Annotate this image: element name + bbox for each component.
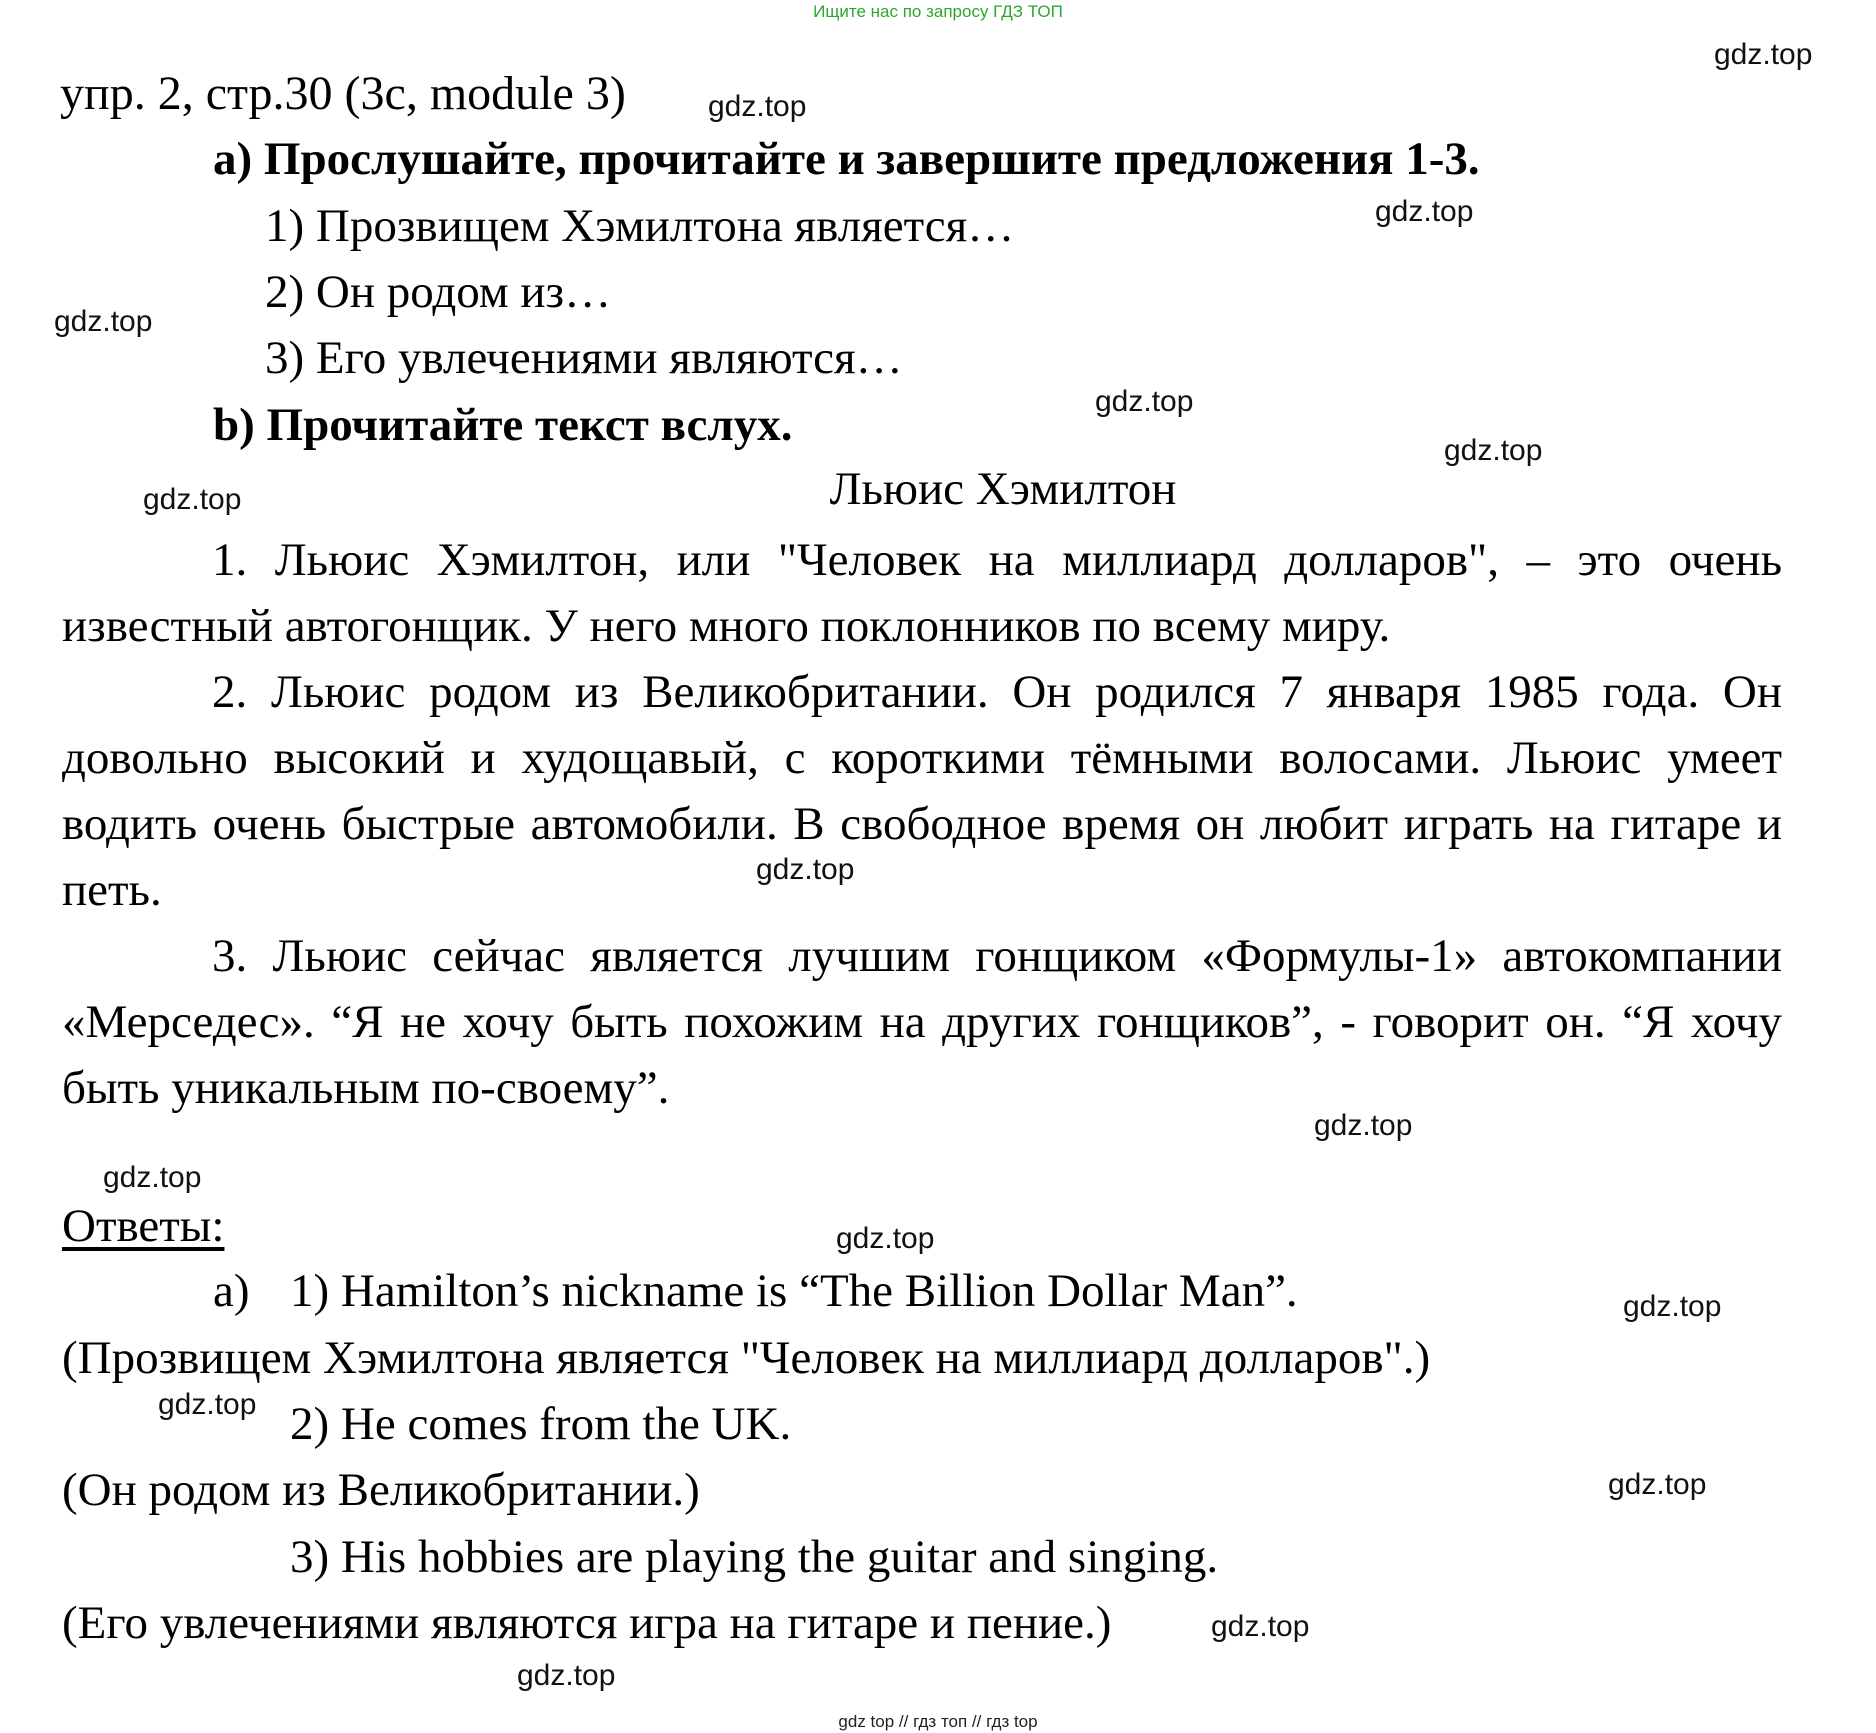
- task-b-instruction: b) Прочитайте текст вслух.: [213, 399, 793, 451]
- watermark: gdz.top: [517, 1659, 616, 1692]
- watermark: gdz.top: [1095, 385, 1194, 418]
- task-a-instruction: a) Прослушайте, прочитайте и завершите предложения 1-3.: [213, 133, 1480, 185]
- top-banner: Ищите нас по запросу ГДЗ ТОП: [813, 2, 1063, 21]
- answer-1-en: 1) Hamilton’s nickname is “The Billion Dollar Man”.: [290, 1265, 1298, 1317]
- watermark: gdz.top: [158, 1388, 257, 1421]
- answer-2-ru: (Он родом из Великобритании.): [62, 1464, 700, 1516]
- question-1: 1) Прозвищем Хэмилтона является…: [265, 200, 1015, 252]
- watermark: gdz.top: [1608, 1468, 1707, 1501]
- watermark: gdz.top: [836, 1222, 935, 1255]
- question-2: 2) Он родом из…: [265, 266, 612, 318]
- article-paragraph-3: 3. Льюис сейчас является лучшим гонщиком «Формулы-1» автокомпании «Мерседес». “Я не хочу быть похожим на других гонщиков”, - говорит он. “Я хочу быть уникальным по-своему”.: [62, 930, 1782, 1114]
- answer-a-marker: a): [213, 1265, 250, 1317]
- answer-3-ru: (Его увлечениями являются игра на гитаре и пение.): [62, 1597, 1112, 1649]
- answer-1-ru: (Прозвищем Хэмилтона является "Человек на миллиард долларов".): [62, 1332, 1431, 1384]
- question-3: 3) Его увлечениями являются…: [265, 332, 903, 384]
- exercise-header: упр. 2, стр.30 (3c, module 3): [60, 67, 626, 120]
- watermark: gdz.top: [708, 90, 807, 123]
- watermark: gdz.top: [1375, 195, 1474, 228]
- watermark: gdz.top: [1714, 38, 1813, 71]
- article-paragraph-2: 2. Льюис родом из Великобритании. Он родился 7 января 1985 года. Он довольно высокий и худощавый, с короткими тёмными волосами. Льюис умеет водить очень быстрые автомобили. В свободное время он любит играть на гитаре и петь.: [62, 666, 1782, 916]
- watermark: gdz.top: [1623, 1290, 1722, 1323]
- article-title: Льюис Хэмилтон: [829, 463, 1177, 515]
- watermark: gdz.top: [54, 305, 153, 338]
- watermark: gdz.top: [756, 853, 855, 886]
- watermark: gdz.top: [143, 483, 242, 516]
- footer: gdz top // гдз топ // гдз top: [838, 1712, 1038, 1731]
- answers-label: Ответы:: [62, 1200, 225, 1252]
- article-paragraph-1: 1. Льюис Хэмилтон, или "Человек на миллиард долларов", – это очень известный автогонщик. У него много поклонников по всему миру.: [62, 534, 1782, 652]
- watermark: gdz.top: [1211, 1610, 1310, 1643]
- watermark: gdz.top: [103, 1161, 202, 1194]
- watermark: gdz.top: [1444, 434, 1543, 467]
- answer-2-en: 2) He comes from the UK.: [290, 1398, 792, 1450]
- watermark: gdz.top: [1314, 1109, 1413, 1142]
- answer-3-en: 3) His hobbies are playing the guitar and singing.: [290, 1531, 1219, 1583]
